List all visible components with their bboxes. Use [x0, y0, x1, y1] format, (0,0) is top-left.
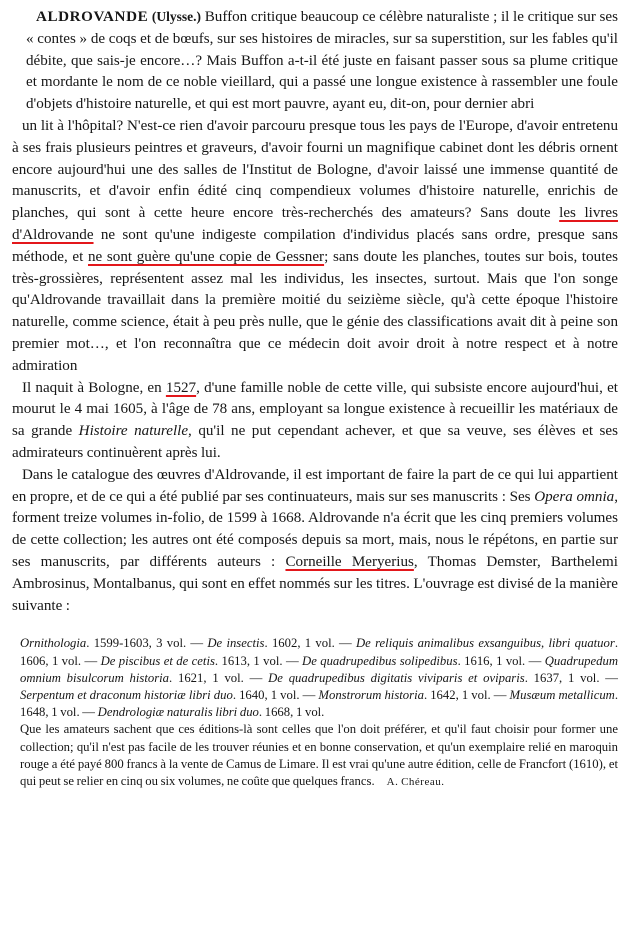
bib-entry: De quadrupedibus digitatis viviparis et oviparis. 1637, 1 vol. —: [268, 670, 618, 685]
bib-entry: De quadrupedibus solipedibus. 1616, 1 vol. —: [302, 653, 545, 668]
bibliography-list: [20, 635, 618, 721]
article-body: [12, 6, 618, 617]
headword-forename: (Ulysse.): [151, 9, 202, 24]
bib-entry: De insectis. 1602, 1 vol. —: [207, 636, 357, 651]
bib-entry: Ornithologia. 1599-1603, 3 vol. —: [20, 636, 208, 651]
intro-text: Buffon critique beaucoup ce célèbre naturaliste ; il le critique sur ses « contes » de coqs et de bœufs, sur ses histoires de miracles, sur sa superstition, sur les fables qu'il débite, que sais-je encore…? Mais Buffon a-t-il été juste en faisant passer sous sa plume critique et mordante le nom de ce noble vieillard, qui a passé une longue existence à rassembler une foule d'objets d'histoire naturelle, et qui est mort pauvre, ayant eu, dit-on, pour dernier abri: [26, 9, 618, 113]
bib-entry: Musæum metallicum. 1648, 1 vol. —: [20, 687, 619, 720]
bib-entry: Quadrupedum omnium bisulcorum historia. 1621, 1 vol. —: [20, 653, 618, 685]
work-title: Histoire naturelle: [78, 423, 189, 440]
bib-entry: De piscibus et de cetis. 1613, 1 vol. —: [100, 653, 303, 668]
catalogue-paragraph: Dans le catalogue des œuvres d'Aldrovande, il est important de faire la part de ce qui lui appartient en propre, et de ce qui a été publié par ses continuateurs, mais sur ses manuscrits : Ses Opera omnia, forment treize volumes in-folio, de 1599 à 1668. Aldrovande n'a écrit que les cinq premiers volumes de cette collection; les autres ont été composés depuis sa mort, mais, nous le répétons, en partie sur ses manuscrits, par différents auteurs : Corneille Meryerius, Thomas Demster, Barthelemi Ambrosinus, Montalbanus, qui sont en effet nommés sur les titres. L'ouvrage est divisé de la manière suivante :: [12, 466, 618, 614]
underlined-phrase: ne sont guère qu'une copie de Gessner: [87, 248, 325, 265]
closing-paragraph: Que les amateurs sachent que ces éditions-là sont celles que l'on doit préférer, et qu'il faut choisir pour former une collection; qu'il n'est pas facile de les trouver réunies et en bonne conservation, et qu'un exemplaire relié en maroquin rouge a été payé 800 francs à la vente de Camus de Limare. Il est vrai qu'une autre édition, celle de Francfort (1610), et qui peut se relier en cinq ou six volumes, ne coûte que quelques francs. A. Chéreau.: [20, 722, 618, 788]
author-signature: A. Chéreau.: [386, 775, 445, 788]
bibliography-notes: [12, 635, 618, 791]
intro-paragraph: [12, 6, 618, 116]
underlined-phrase: les livres d'Aldrovande: [12, 205, 618, 243]
biography-paragraph: Il naquit à Bologne, en 1527, d'une famille noble de cette ville, qui subsiste encore aujourd'hui, et mourut le 4 mai 1605, à l'âge de 78 ans, employant sa longue existence à recueillir les matériaux de sa grande Histoire naturelle, qu'il ne put cependant achever, et que sa veuve, ses élèves et ses admirateurs continuèrent après lui.: [12, 379, 618, 461]
bib-entry: De reliquis animalibus exsanguibus, libri quatuor. 1606, 1 vol. —: [20, 636, 618, 668]
bib-entry: Serpentum et draconum historiæ libri duo. 1640, 1 vol. —: [20, 687, 319, 702]
work-title: Opera omnia: [534, 488, 615, 505]
underlined-name: Corneille Meryerius: [285, 553, 414, 570]
underlined-year: 1527: [165, 379, 197, 396]
defense-paragraph: un lit à l'hôpital? N'est-ce rien d'avoir parcouru presque tous les pays de l'Europe, d'avoir entretenu à ses frais plusieurs peintres et graveurs, d'avoir fourni un magnifique cabinet dont les débris ornent encore aujourd'hui une des salles de l'Institut de Bologne, d'avoir laissé une immense quantité de manuscrits, et d'avoir enfin édité cinq compendieux volumes d'histoire naturelle, enrichis de planches, qui sont à cette heure encore très-recherchés des amateurs? Sans doute les livres d'Aldrovande ne sont qu'une indigeste compilation d'individus placés sans ordre, presque sans méthode, et ne sont guère qu'une copie de Gessner; sans doute les planches, toutes sur bois, toutes très-grossières, représentent assez mal les individus, les insectes, surtout. Mais que l'on songe qu'Aldrovande travaillait dans la première moitié du seizième siècle, qu'à cette époque l'histoire naturelle, comme science, était à peu près nulle, que le génie des classifications avait dit à peine son premier mot…, et l'on reconnaîtra que ce médecin doit avoir droit à notre respect et à notre admiration: [12, 117, 618, 374]
bib-entry: Monstrorum historia. 1642, 1 vol. —: [318, 687, 510, 702]
bib-entry: Dendrologiæ naturalis libri duo. 1668, 1 vol.: [97, 705, 325, 720]
headword: ALDROVANDE: [36, 9, 149, 25]
